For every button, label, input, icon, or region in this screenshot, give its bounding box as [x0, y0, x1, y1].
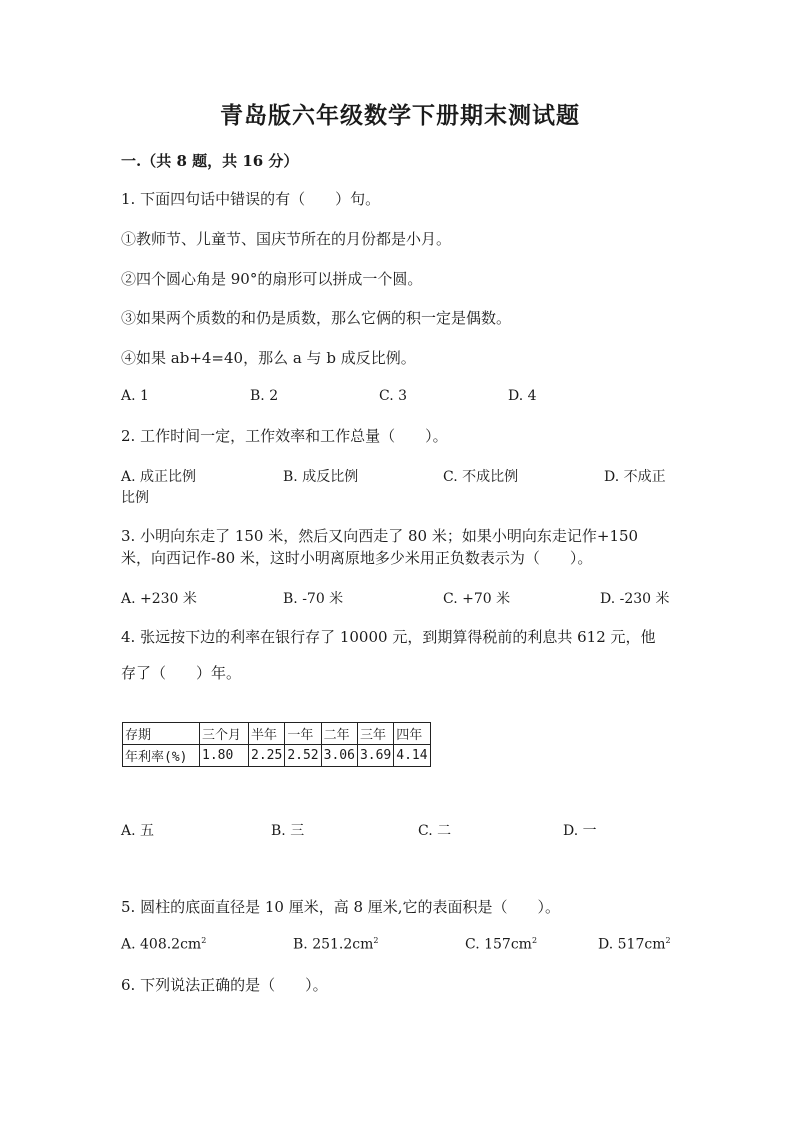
q3-option-a[interactable]: A. +230 米: [121, 591, 197, 607]
q4-stem-line-2: 存了（ ）年。: [121, 664, 242, 682]
q1-option-c[interactable]: C. 3: [379, 388, 408, 404]
table-header-cell: 三年: [357, 723, 393, 745]
q2-option-d-continued: 比例: [121, 490, 149, 506]
table-header-cell: 二年: [321, 723, 357, 745]
table-cell: 2.25: [249, 745, 285, 767]
section-heading: 一.（共 8 题，共 16 分）: [121, 152, 299, 170]
table-header-cell: 半年: [249, 723, 285, 745]
table-cell: 3.69: [357, 745, 393, 767]
q4-stem-line-1: 4. 张远按下边的利率在银行存了 10000 元，到期算得税前的利息共 612 元，他: [121, 628, 656, 646]
q1-option-d[interactable]: D. 4: [508, 388, 537, 404]
q3-option-d[interactable]: D. -230 米: [600, 591, 670, 607]
q5-option-d[interactable]: [598, 936, 671, 953]
q5-option-d-text: D. 517cm: [598, 936, 666, 953]
unit-superscript: 2: [665, 936, 671, 945]
table-cell: 3.06: [321, 745, 357, 767]
table-cell: 4.14: [394, 745, 430, 767]
unit-superscript: 2: [373, 936, 379, 945]
q3-option-b[interactable]: B. -70 米: [283, 591, 344, 607]
q6-stem: 6. 下列说法正确的是（ ）。: [121, 976, 328, 994]
q2-option-c[interactable]: C. 不成比例: [443, 469, 519, 485]
unit-superscript: 2: [531, 936, 538, 945]
page-title: 青岛版六年级数学下册期末测试题: [220, 102, 580, 129]
q2-stem: 2. 工作时间一定，工作效率和工作总量（ ）。: [121, 427, 448, 445]
unit-superscript: 2: [201, 936, 207, 945]
q1-statement-3: ③如果两个质数的和仍是质数，那么它俩的积一定是偶数。: [121, 309, 512, 327]
q1-statement-4: ④如果 ab+4=40，那么 a 与 b 成反比例。: [121, 349, 416, 367]
table-row: [123, 745, 431, 767]
q5-stem: 5. 圆柱的底面直径是 10 厘米，高 8 厘米,它的表面积是（ ）。: [121, 898, 561, 916]
q5-option-b-text: B. 251.2cm: [293, 936, 374, 953]
q5-option-b[interactable]: [293, 936, 378, 953]
q1-statement-1: ①教师节、儿童节、国庆节所在的月份都是小月。: [121, 230, 452, 248]
q1-statement-2: ②四个圆心角是 90°的扇形可以拼成一个圆。: [121, 270, 423, 288]
q5-option-a[interactable]: [121, 936, 206, 953]
q4-option-a[interactable]: A. 五: [121, 823, 155, 839]
q2-option-b[interactable]: B. 成反比例: [283, 469, 359, 485]
table-cell: 2.52: [285, 745, 321, 767]
table-cell: 年利率(%): [123, 745, 200, 767]
q4-option-b[interactable]: B. 三: [271, 823, 305, 839]
table-header-cell: 四年: [394, 723, 430, 745]
table-cell: 1.80: [200, 745, 249, 767]
table-header-cell: 存期: [123, 723, 200, 745]
q3-stem-line-1: 3. 小明向东走了 150 米，然后又向西走了 80 米；如果小明向东走记作+150: [121, 527, 639, 545]
q4-option-c[interactable]: C. 二: [418, 823, 452, 839]
q5-option-a-text: A. 408.2cm: [121, 936, 202, 953]
q1-stem: 1. 下面四句话中错误的有（ ）句。: [121, 190, 381, 208]
q3-option-c[interactable]: C. +70 米: [443, 591, 511, 607]
q2-option-a[interactable]: A. 成正比例: [121, 469, 197, 485]
table-header-row: [123, 723, 431, 745]
q5-option-c-text: C. 157cm: [465, 936, 532, 953]
q3-stem-line-2: 米，向西记作-80 米，这时小明离原地多少米用正负数表示为（ ）。: [121, 549, 593, 567]
table-header-cell: 三个月: [200, 723, 249, 745]
q1-option-b[interactable]: B. 2: [250, 388, 279, 404]
q5-option-c[interactable]: [465, 936, 537, 953]
q4-option-d[interactable]: D. 一: [563, 823, 597, 839]
q2-option-d[interactable]: D. 不成正: [604, 469, 666, 485]
interest-rate-table: [122, 722, 431, 767]
q1-option-a[interactable]: A. 1: [121, 388, 149, 404]
table-header-cell: 一年: [285, 723, 321, 745]
